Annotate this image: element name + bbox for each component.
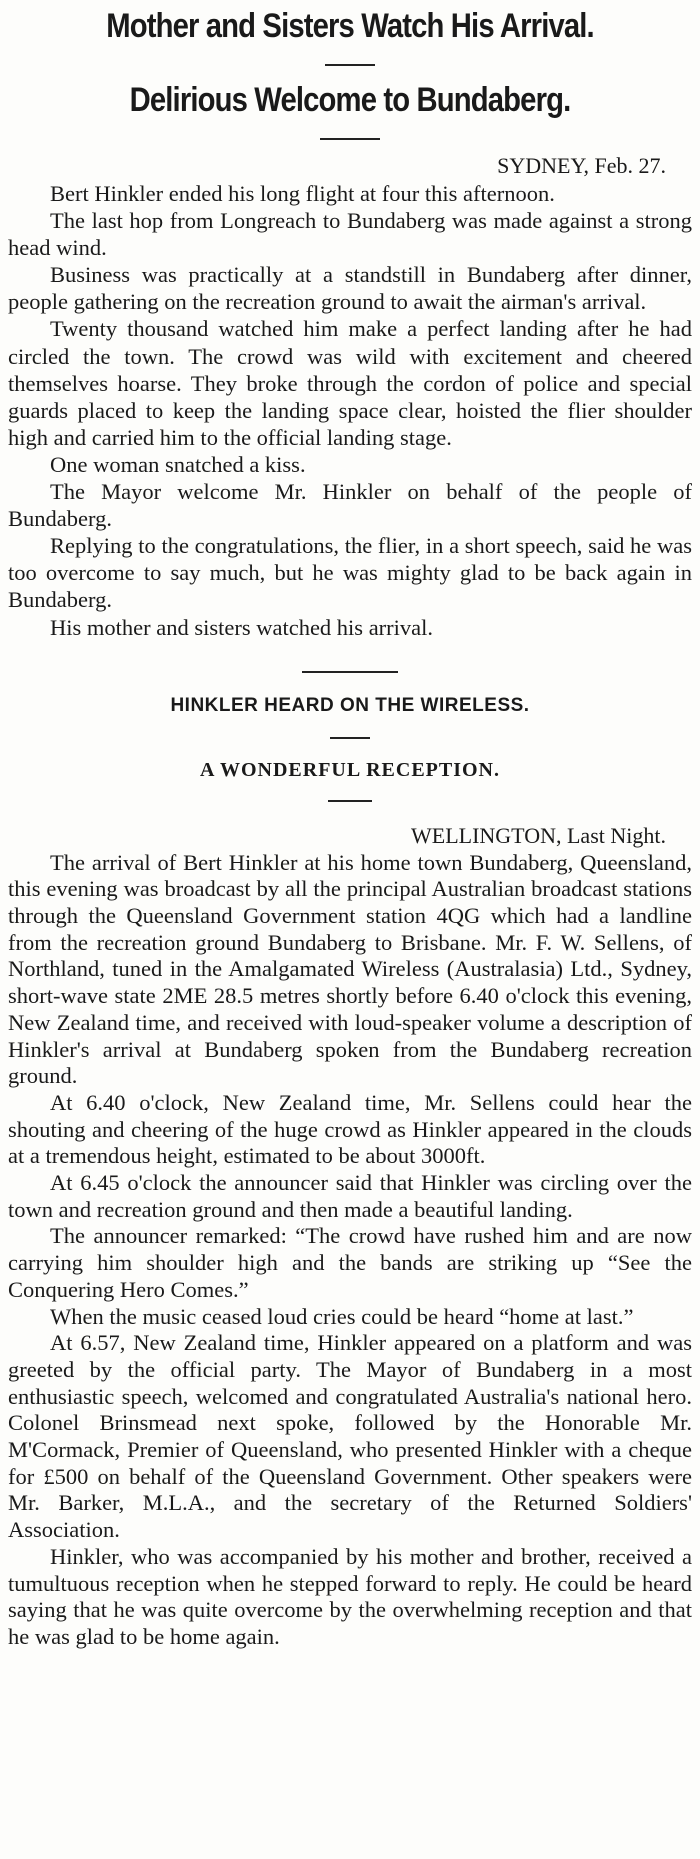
article2-paragraph: When the music ceased loud cries could be heard “home at last.” bbox=[50, 1303, 634, 1329]
article1-paragraph: The Mayor welcome Mr. Hinkler on behalf of the people of Bundaberg. bbox=[8, 479, 692, 532]
article2-paragraph: Hinkler, who was accompanied by his mother and brother, received a tumultuous reception when he stepped forward to reply. He could be heard saying that he was quite overcome by the overwhelming reception and that he was glad to be home again. bbox=[8, 1543, 692, 1649]
article1-dateline: SYDNEY, Feb. 27. bbox=[497, 153, 666, 178]
article2-headline: HINKLER HEARD ON THE WIRELESS. bbox=[170, 694, 530, 716]
article1-paragraph: One woman snatched a kiss. bbox=[50, 451, 306, 477]
article2-paragraph: At 6.45 o'clock the announcer said that Hinkler was circling over the town and recreation ground and then made a beautiful landing. bbox=[8, 1170, 692, 1222]
article2-paragraph: At 6.40 o'clock, New Zealand time, Mr. Sellens could hear the shouting and cheering of the huge crowd as Hinkler appeared in the clouds at a tremendous height, estimated to be about 3000ft. bbox=[8, 1089, 692, 1169]
article1-paragraph: His mother and sisters watched his arrival. bbox=[50, 614, 434, 640]
article1-paragraph: Bert Hinkler ended his long flight at four this afternoon. bbox=[50, 181, 555, 206]
article2-paragraph: The arrival of Bert Hinkler at his home town Bundaberg, Queensland, this evening was broadcast by all the principal Australian broadcast stations through the Queensland Government station 4QG which had a landline from the recreation ground Bundaberg to Brisbane. Mr. F. W. Sellens, of Northland, tuned in the Amalgamated Wireless (Australasia) Ltd., Sydney, short-wave state 2ME 28.5 metres shortly before 6.40 o'clock this evening, New Zealand time, and received with loud-speaker volume a description of Hinkler's arrival at Bundaberg spoken from the Bundaberg recreation ground. bbox=[8, 849, 692, 1089]
article2-subheadline: A WONDERFUL RECEPTION. bbox=[199, 758, 500, 781]
article2-dateline: WELLINGTON, Last Night. bbox=[411, 822, 666, 848]
article2-paragraph: At 6.57, New Zealand time, Hinkler appeared on a platform and was greeted by the official party. The Mayor of Bundaberg in a most enthusiastic speech, welcomed and congratulated Australia's national hero. Colonel Brinsmead next spoke, followed by the Honorable Mr. M'Cormack, Premier of Queensland, who presented Hinkler with a cheque for £500 on behalf of the Queensland Government. Other speakers were Mr. Barker, M.L.A., and the secretary of the Returned Soldiers' Association. bbox=[8, 1330, 692, 1543]
article1-paragraph: Business was practically at a standstill in Bundaberg after dinner, people gathering on the recreation ground to await the airman's arrival. bbox=[8, 262, 692, 315]
article1-paragraph: The last hop from Longreach to Bundaberg was made against a strong head wind. bbox=[8, 208, 692, 261]
article-column bbox=[8, 0, 692, 1651]
article1-paragraph: Replying to the congratulations, the flier, in a short speech, said he was too overcome to say much, but he was mighty glad to be back again in Bundaberg. bbox=[8, 533, 692, 613]
article1-body bbox=[8, 180, 692, 641]
article1-subheadline: Delirious Welcome to Bundaberg. bbox=[129, 81, 571, 119]
article2-body bbox=[8, 850, 692, 1651]
article2-paragraph: The announcer remarked: “The crowd have rushed him and are now carrying him shoulder high and the bands are striking up “See the Conquering Hero Comes.” bbox=[8, 1223, 692, 1302]
article1-paragraph: Twenty thousand watched him make a perfect landing after he had circled the town. The crowd was wild with excitement and cheered themselves hoarse. They broke through the cordon of police and special guards placed to keep the landing space clear, hoisted the flier shoulder high and carried him to the official landing stage. bbox=[8, 316, 692, 450]
article1-headline: Mother and Sisters Watch His Arrival. bbox=[106, 7, 594, 45]
